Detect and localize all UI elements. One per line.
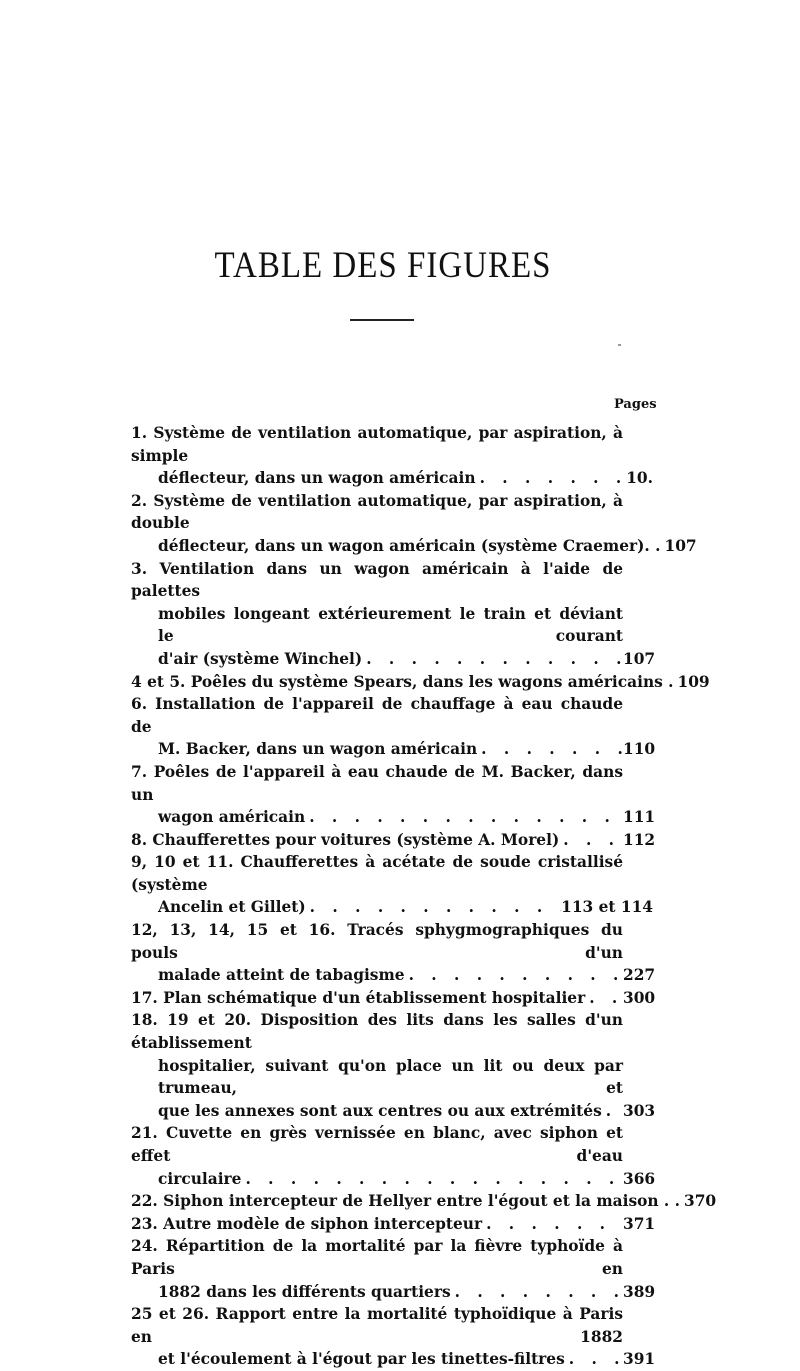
figure-entry	[131, 987, 656, 1010]
dot-leader	[559, 829, 623, 852]
dot-leader	[305, 806, 623, 829]
figure-caption-end: circulaire	[158, 1169, 242, 1188]
dot-leader	[306, 896, 561, 919]
figure-entry	[131, 490, 697, 558]
page-number: 366	[623, 1169, 656, 1188]
figure-entry-line: 21. Cuvette en grès vernissée en blanc, avec siphon et effet d'eau	[131, 1124, 623, 1165]
figure-entry-last-line	[131, 964, 656, 987]
page-number: 300	[623, 988, 656, 1007]
figure-entry-line: 18. 19 et 20. Disposition des lits dans les salles d'un établissement	[131, 1011, 623, 1053]
figure-list	[131, 422, 717, 1371]
figure-entry	[131, 829, 656, 852]
figure-entry-last-line	[131, 1281, 656, 1304]
figure-entry	[131, 1009, 656, 1122]
figure-entry-last-line	[131, 829, 656, 852]
figure-caption-end: Ancelin et Gillet)	[158, 898, 306, 917]
figure-entry	[131, 761, 656, 829]
figure-entry-last-line	[131, 738, 656, 761]
page-number: 107	[664, 536, 697, 555]
page-number: 109	[677, 672, 710, 691]
figure-entry	[131, 851, 653, 919]
page-number: 227	[623, 966, 656, 985]
figure-entry-line: mobiles longeant extérieurement le train et déviant le courant	[158, 604, 623, 646]
figure-entry-last-line	[131, 671, 710, 694]
figure-entry-line: 6. Installation de l'appareil de chauffage à eau chaude de	[131, 695, 623, 736]
figure-entry	[131, 1122, 656, 1190]
page-number: 389	[623, 1282, 656, 1301]
figure-caption-end: que les annexes sont aux centres ou aux extrémités	[158, 1101, 602, 1120]
figure-entry-line: 25 et 26. Rapport entre la mortalité typhoïdique à Paris en 1882	[131, 1305, 623, 1346]
dot-leader	[241, 1168, 623, 1191]
page-number: 110	[623, 740, 656, 759]
pages-header: Pages	[614, 397, 657, 412]
page-number: 111	[623, 808, 656, 827]
figure-caption-end: et l'écoulement à l'égout par les tinettes-filtres	[158, 1350, 565, 1369]
figure-caption-end: 17. Plan schématique d'un établissement hospitalier	[131, 988, 586, 1007]
dot-leader	[451, 1281, 623, 1304]
figure-entry-line: 1. Système de ventilation automatique, par aspiration, à simple	[131, 424, 623, 465]
figure-caption-end: 22. Siphon intercepteur de Hellyer entre l'égout et la maison . .	[131, 1192, 681, 1211]
figure-entry	[131, 1190, 717, 1213]
figure-entry-last-line	[131, 1168, 656, 1191]
page-number: 10.	[626, 469, 653, 488]
figure-entry-line: hospitalier, suivant qu'on place un lit ou deux par trumeau, et	[158, 1056, 623, 1098]
figure-entry-last-line	[131, 896, 653, 919]
speck	[618, 344, 621, 346]
figure-entry-line: 24. Répartition de la mortalité par la fièvre typhoïde à Paris en	[131, 1237, 623, 1278]
figure-entry	[131, 671, 710, 694]
figure-caption-end: déflecteur, dans un wagon américain	[158, 469, 476, 488]
page-number: 391	[623, 1350, 656, 1369]
figure-entry-last-line	[131, 535, 697, 558]
dot-leader	[585, 987, 623, 1010]
figure-caption-end: 8. Chaufferettes pour voitures (système A. Morel)	[131, 830, 560, 849]
figure-caption-end: 1882 dans les différents quartiers	[158, 1282, 451, 1301]
figure-entry-last-line	[131, 987, 656, 1010]
dot-leader	[476, 467, 623, 490]
figure-entry	[131, 1235, 656, 1303]
dot-leader	[602, 1100, 623, 1123]
figure-entry	[131, 1303, 656, 1371]
page-number: 370	[684, 1192, 717, 1211]
dot-leader	[565, 1348, 623, 1371]
figure-caption-end: 23. Autre modèle de siphon intercepteur	[131, 1214, 483, 1233]
page-number: 371	[623, 1214, 656, 1233]
dot-leader	[482, 1213, 623, 1236]
page-number: 107	[623, 649, 656, 668]
figure-caption-end: malade atteint de tabagisme	[158, 966, 405, 985]
figure-entry	[131, 1213, 656, 1236]
figure-caption-end: d'air (système Winchel)	[158, 649, 363, 668]
figure-caption-end: déflecteur, dans un wagon américain (système Craemer). .	[158, 536, 661, 555]
figure-caption-end: 4 et 5. Poêles du système Spears, dans les wagons américains .	[131, 672, 674, 691]
figure-entry-line: 7. Poêles de l'appareil à eau chaude de M. Backer, dans un	[131, 762, 623, 804]
figure-entry-last-line	[131, 1190, 717, 1213]
figure-entry-last-line	[131, 648, 656, 671]
page-number: 303	[623, 1101, 656, 1120]
dot-leader	[405, 964, 623, 987]
figure-entry-line: 12, 13, 14, 15 et 16. Tracés sphygmographiques du pouls d'un	[131, 921, 623, 962]
dot-leader	[477, 738, 623, 761]
figure-entry-line: 2. Système de ventilation automatique, par aspiration, à double	[131, 491, 623, 533]
figure-entry-last-line	[131, 467, 653, 490]
figure-entry	[131, 919, 656, 987]
figure-entry-last-line	[131, 806, 656, 829]
page-number: 112	[623, 830, 656, 849]
figure-entry	[131, 422, 653, 490]
figure-entry	[131, 693, 656, 761]
figure-caption-end: wagon américain	[158, 808, 306, 827]
figure-entry	[131, 558, 656, 671]
figure-entry-line: 3. Ventilation dans un wagon américain à l'aide de palettes	[131, 559, 623, 601]
figure-entry-line: 9, 10 et 11. Chaufferettes à acétate de soude cristallisé (système	[131, 853, 623, 894]
figure-entry-last-line	[131, 1213, 656, 1236]
figure-entry-last-line	[131, 1348, 656, 1371]
page-number: 113 et 114	[561, 898, 653, 917]
figure-entry-last-line	[131, 1100, 656, 1123]
title-rule	[350, 319, 414, 321]
page-title: TABLE DES FIGURES	[214, 245, 552, 287]
dot-leader	[362, 648, 623, 671]
figure-caption-end: M. Backer, dans un wagon américain	[158, 740, 478, 759]
